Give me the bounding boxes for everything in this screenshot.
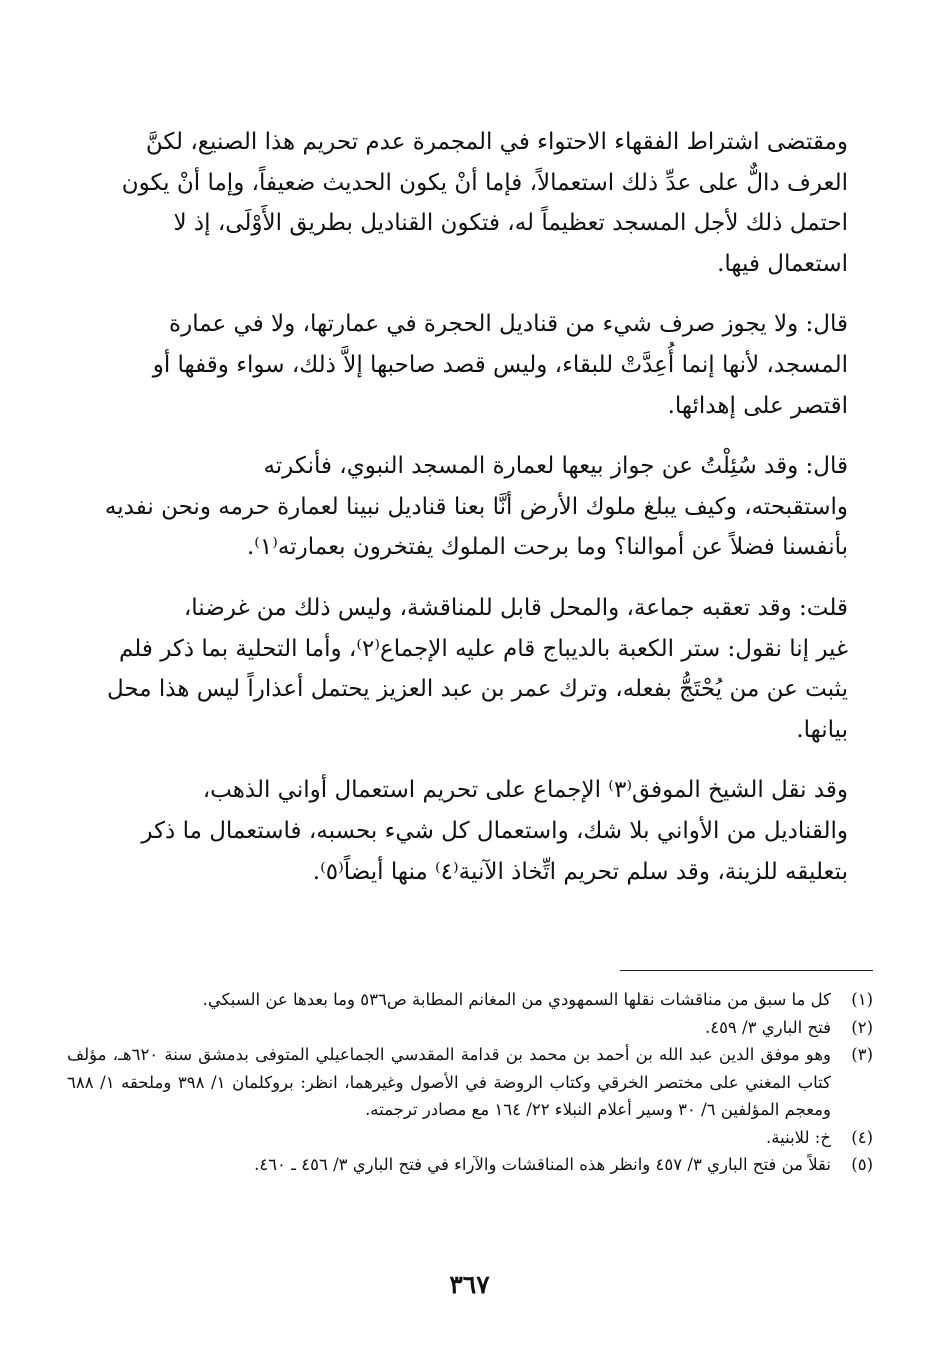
footnote	[67, 1041, 873, 1124]
text-line: بتعليقه للزينة، وقد سلم تحريم اتِّخاذ الآنية⁽٤⁾ منها أيضاً⁽٥⁾.	[312, 858, 848, 885]
paragraph	[67, 122, 873, 284]
footnote-text: خ: للابنية.	[766, 1127, 831, 1147]
text-line: يثبت عن من يُحْتَجُّ بفعله، وترك عمر بن عبد العزيز يحتمل أعذاراً ليس هذا محل	[106, 676, 848, 703]
text-line: ومقتضى اشتراط الفقهاء الاحتواء في المجمرة عدم تحريم هذا الصنيع، لكنَّ	[145, 129, 848, 155]
text-line: قال: وقد سُئِلْتُ عن جواز بيعها لعمارة المسجد النبوي، فأنكرته	[263, 453, 848, 480]
footnote	[67, 1124, 873, 1152]
footnote-number: (٤)	[851, 1127, 873, 1147]
text-line: والقناديل من الأواني بلا شك، واستعمال كل شيء بحسبه، فاستعمال ما ذكر	[141, 817, 848, 844]
footnote-number: (١)	[851, 990, 873, 1009]
text-line: المسجد، لأنها إنما أُعِدَّتْ للبقاء، وليس قصد صاحبها إلاَّ ذلك، سواء وقفها أو	[152, 351, 848, 378]
footnote-text: كل ما سبق من مناقشات نقلها السمهودي من المغانم المطابة ص٥٣٦ وما بعدها عن السبكي.	[202, 990, 831, 1009]
text-line: غير إنا نقول: ستر الكعبة بالديباج قام عليه الإجماع⁽٢⁾، وأما التحلية بما ذكر فلم	[118, 635, 848, 662]
text-line: احتمل ذلك لأجل المسجد تعظيماً له، فتكون القناديل بطريق الأَوْلَى، إذ لا	[173, 210, 848, 237]
footnote-divider	[620, 970, 873, 971]
paragraph	[67, 770, 873, 892]
footnote-text: فتح الباري ٣/ ٤٥٩.	[704, 1017, 831, 1037]
footnote	[67, 986, 873, 1014]
footnote-text: وهو موفق الدين عبد الله بن أحمد بن محمد بن قدامة المقدسي الجماعيلي المتوفى بدمشق سنة ٦٢٠هـ، مؤلف كتاب المغني على مختصر الخرقي وكتاب الروضة في الأصول وغيرهما، انظر: بروكلمان ١/ ٣٩٨ وملحقه ١/ ٦٨٨ ومعجم المؤلفين ٦/ ٣٠ وسير أعلام النبلاء ٢٢/ ١٦٤ مع مصادر ترجمته.	[67, 1045, 831, 1119]
text-line: قلت: وقد تعقبه جماعة، والمحل قابل للمناقشة، وليس ذلك من غرضنا،	[183, 594, 848, 621]
footnotes	[67, 986, 873, 1179]
text-line: بأنفسنا فضلاً عن أموالنا؟ وما برحت الملوك يفتخرون بعمارته⁽١⁾.	[246, 534, 848, 561]
paragraph	[67, 446, 873, 568]
paragraph	[67, 304, 873, 426]
footnote-text: نقلاً من فتح الباري ٣/ ٤٥٧ وانظر هذه المناقشات والآراء في فتح الباري ٣/ ٤٥٦ ـ ٤٦٠.	[254, 1155, 831, 1174]
text-line: العرف دالٌّ على عدِّ ذلك استعمالاً، فإما أنْ يكون الحديث ضعيفاً، وإما أنْ يكون	[121, 169, 848, 196]
footnote	[67, 1151, 873, 1179]
text-line: واستقبحته، وكيف يبلغ ملوك الأرض أنَّا بعنا قناديل نبينا لعمارة حرمه ونحن نفديه	[104, 493, 848, 520]
text-line: قال: ولا يجوز صرف شيء من قناديل الحجرة في عمارتها، ولا في عمارة	[169, 311, 848, 338]
footnote-number: (٥)	[851, 1155, 873, 1174]
footnote-number: (٢)	[851, 1017, 873, 1037]
footnote	[67, 1014, 873, 1042]
text-line: بيانها.	[796, 716, 848, 743]
text-line: اقتصر على إهدائها.	[667, 392, 848, 419]
page-number: ٣٦٧	[449, 1270, 490, 1299]
text-line: استعمال فيها.	[717, 250, 848, 277]
main-text	[67, 122, 873, 912]
footnote-number: (٣)	[851, 1045, 873, 1064]
text-line: وقد نقل الشيخ الموفق⁽٣⁾ الإجماع على تحريم استعمال أواني الذهب،	[202, 777, 848, 804]
paragraph	[67, 588, 873, 750]
